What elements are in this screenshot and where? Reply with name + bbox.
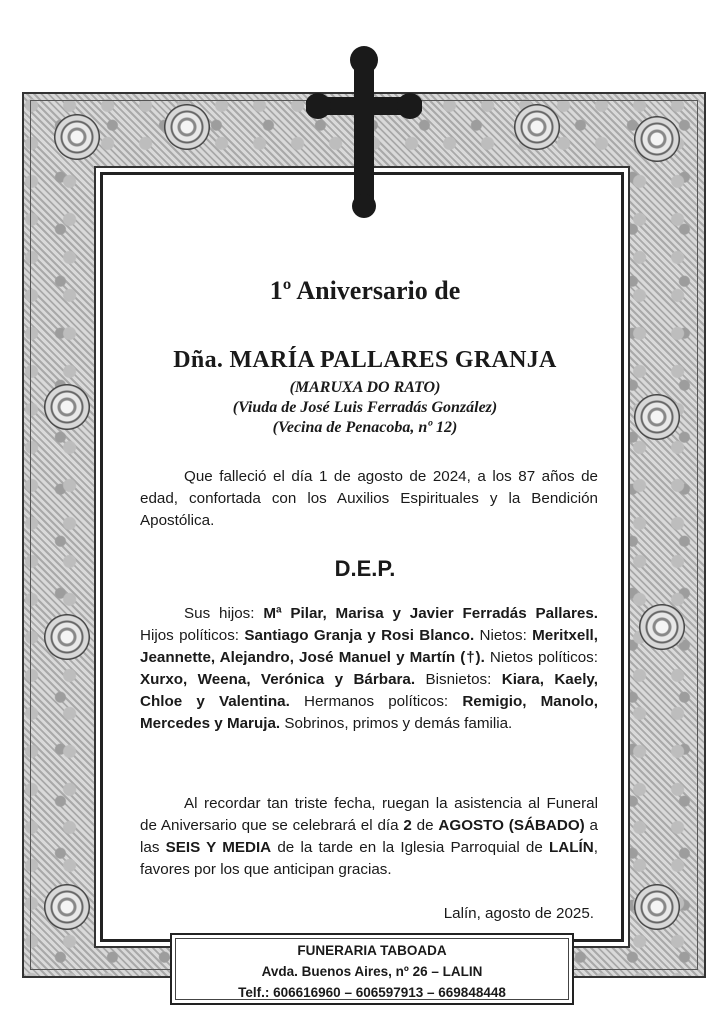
funeral-home-box — [170, 933, 574, 1005]
rose-decoration — [634, 116, 680, 162]
funeral-text: Al recordar tan triste fecha, ruegan la asistencia al Funeral de Aniversario que se celebrará el día — [140, 795, 598, 834]
rose-decoration — [44, 884, 90, 930]
rose-decoration — [54, 114, 100, 160]
rose-decoration — [164, 104, 210, 150]
place-date: Lalín, agosto de 2025. — [443, 905, 594, 922]
death-notice — [140, 466, 598, 532]
deceased-name: Dña. MARÍA PALLARES GRANJA — [173, 347, 557, 373]
bisnietos-names: Kiara, Kaely, Chloe y Valentina. — [140, 671, 598, 710]
dep-heading: D.E.P. — [334, 556, 396, 581]
nietos-politicos-names: Xurxo, Weena, Verónica y Bárbara. — [140, 671, 416, 688]
label-hermanos-politicos: Hermanos políticos: — [304, 693, 449, 710]
funeral-day: 2 — [403, 817, 412, 834]
rose-decoration — [44, 384, 90, 430]
hermanos-politicos-names: Remigio, Manolo, Mercedes y Maruja. — [140, 693, 598, 732]
label-bisnietos: Bisnietos: — [425, 671, 492, 688]
anniversary-title: 1º Aniversario de — [269, 276, 461, 305]
funeral-month: AGOSTO (SÁBADO) — [438, 817, 585, 834]
other-family: Sobrinos, primos y demás familia. — [284, 715, 513, 732]
funeral-paragraph — [140, 793, 598, 881]
funeral-home-phones: Telf.: 606616960 – 606597913 – 669848448 — [238, 985, 506, 1000]
rose-decoration — [639, 604, 685, 650]
rose-decoration — [44, 614, 90, 660]
funeral-place: LALÍN — [549, 839, 594, 856]
funeral-home-name: FUNERARIA TABOADA — [297, 943, 447, 958]
label-hijos: Sus hijos: — [184, 605, 255, 622]
label-nietos-politicos: Nietos políticos: — [489, 649, 598, 666]
funeral-time: SEIS Y MEDIA — [165, 839, 272, 856]
rose-decoration — [514, 104, 560, 150]
family-paragraph — [140, 603, 598, 735]
hijos-names: Mª Pilar, Marisa y Javier Ferradás Pallares. — [263, 605, 598, 622]
funeral-home-address: Avda. Buenos Aires, nº 26 – LALIN — [261, 964, 483, 979]
rose-decoration — [634, 884, 680, 930]
funeral-text: de la tarde en la Iglesia Parroquial de — [277, 839, 543, 856]
nickname: (MARUXA DO RATO) — [289, 379, 441, 396]
funeral-text: a las — [140, 817, 598, 856]
rose-decoration — [634, 394, 680, 440]
nietos-names: Meritxell, Jeannette, Alejandro, José Manuel y Martín (†). — [140, 627, 598, 666]
neighbor-of: (Vecina de Penacoba, nº 12) — [272, 419, 458, 436]
funeral-text: de — [416, 817, 434, 834]
label-nietos: Nietos: — [479, 627, 527, 644]
hijos-politicos-names: Santiago Granja y Rosi Blanco. — [244, 627, 475, 644]
widow-of: (Viuda de José Luis Ferradás González) — [232, 399, 498, 416]
death-notice-text: Que falleció el día 1 de agosto de 2024, a los 87 años de edad, confortada con los Auxilios Espirituales y la Bendición Apostólica. — [140, 468, 598, 529]
label-hijos-politicos: Hijos políticos: — [140, 627, 240, 644]
funeral-text: , favores por los que anticipan gracias. — [140, 839, 598, 878]
cross-icon — [306, 46, 422, 218]
